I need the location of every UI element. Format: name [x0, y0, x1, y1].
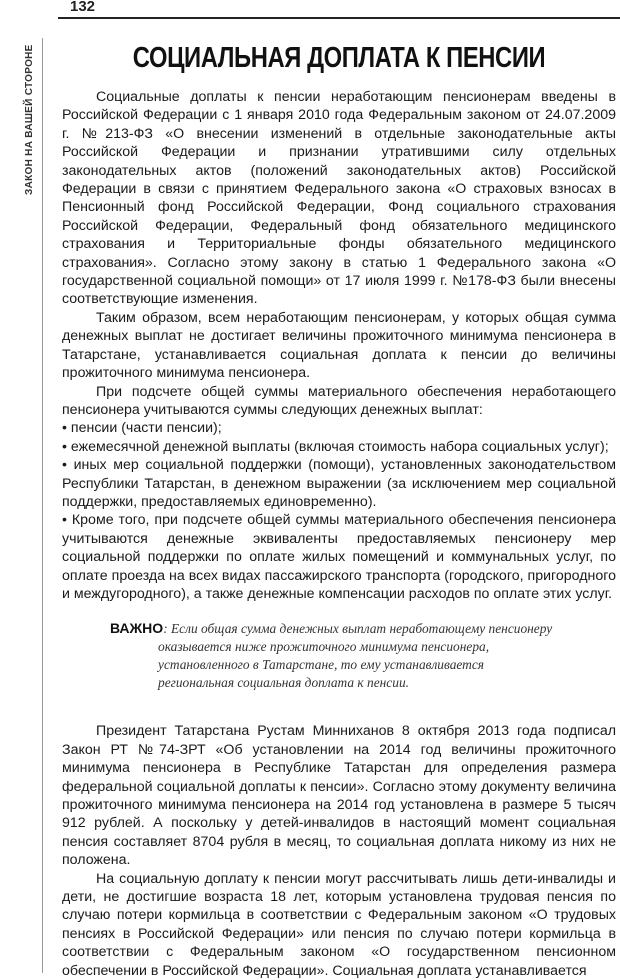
important-first-line: : Если общая сумма денежных выплат неработающему пенсионеру	[163, 621, 553, 637]
important-note	[110, 619, 560, 692]
bullet-item: • иных мер социальной поддержки (помощи), установленных законодательством Республики Татарстан, в денежном выражении (за исключением мер социальной поддержки, предоставляемых единовременно).	[62, 457, 616, 510]
bullet-item: • пенсии (части пенсии);	[62, 420, 222, 437]
bullet-item: • Кроме того, при подсчете общей суммы материального обеспечения пенсионера учитываются денежные эквиваленты предоставляемых пенсионеру мер социальной поддержки по оплате жилых помещений и коммунальных услуг, по оплате проезда на всех видах пассажирского транспорта (городского, пригородного и междугородного), а также денежные компенсации расходов по оплате этих услуг.	[62, 512, 616, 602]
bullet-item: • ежемесячной денежной выплаты (включая стоимость набора социальных услуг);	[62, 438, 609, 455]
header-rule	[58, 17, 620, 19]
important-text: оказывается ниже прожиточного минимума пенсионера, установленного в Татарстане, то ему устанавливается региональная социальная доплата к пенсии.	[158, 639, 490, 691]
paragraph: На социальную доплату к пенсии могут рассчитывать лишь дети-инвалиды и дети, не достигшие возраста 18 лет, которым установлена трудовая пенсия по случаю потери кормильца в соответствии с Федеральным законом «О трудовых пенсиях в Российской Федерации» или пенсия по случаю потери кормильца в соответствии с Федеральным законом «О государственном пенсионном обеспечении в Российской Федерации». Социальная доплата устанавливается	[62, 870, 616, 979]
article-title: СОЦИАЛЬНАЯ ДОПЛАТА К ПЕНСИИ	[132, 42, 546, 74]
important-label: ВАЖНО	[110, 620, 164, 637]
article	[62, 40, 616, 980]
paragraph: Президент Татарстана Рустам Минниханов 8 октября 2013 года подписал Закон РТ №74-ЗРТ «Об установлении на 2014 год величины прожиточного минимума пенсионера в Республике Татарстан для определения размера федеральной социальной доплаты к пенсии». Согласно этому документу величина прожиточного минимума пенсионера на 2014 год установлена в размере 5 тысяч 912 рублей. А поскольку у детей-инвалидов в настоящий момент социальная пенсия составляет 8704 рубля в месяц, то социальная доплата никому из них не положена.	[62, 723, 616, 869]
side-rule	[42, 38, 43, 973]
running-head: ЗАКОН НА ВАШЕЙ СТОРОНЕ	[24, 44, 35, 195]
paragraph: Таким образом, всем неработающим пенсионерам, у которых общая сумма денежных выплат не достигает величины прожиточного минимума пенсионера в Татарстане, устанавливается социальная доплата к пенсии до величины прожиточного минимума пенсионера.	[62, 309, 616, 382]
page-number: 132	[70, 0, 96, 15]
paragraph: При подсчете общей суммы материального обеспечения неработающего пенсионера учитываются суммы следующих денежных выплат:	[62, 383, 616, 418]
paragraph: Социальные доплаты к пенсии неработающим пенсионерам введены в Российской Федерации с 1 января 2010 года Федеральным законом от 24.07.2009 г. №213-ФЗ «О внесении изменений в отдельные законодательные акты Российской Федерации и признании утратившими силу отдельных законодательных актов (положений законодательных актов) Российской Федерации в связи с принятием Федерального закона «О страховых взносах в Пенсионный фонд Российской Федерации, Фонд социального страхования Российской Федерации, Федеральный фонд обязательного медицинского страхования и Территориальные фонды обязательного медицинского страхования». Согласно этому закону в статью 1 Федерального закона «О государственной социальной помощи» от 17 июля 1999 г. №178-ФЗ были внесены соответствующие изменения.	[62, 89, 616, 308]
